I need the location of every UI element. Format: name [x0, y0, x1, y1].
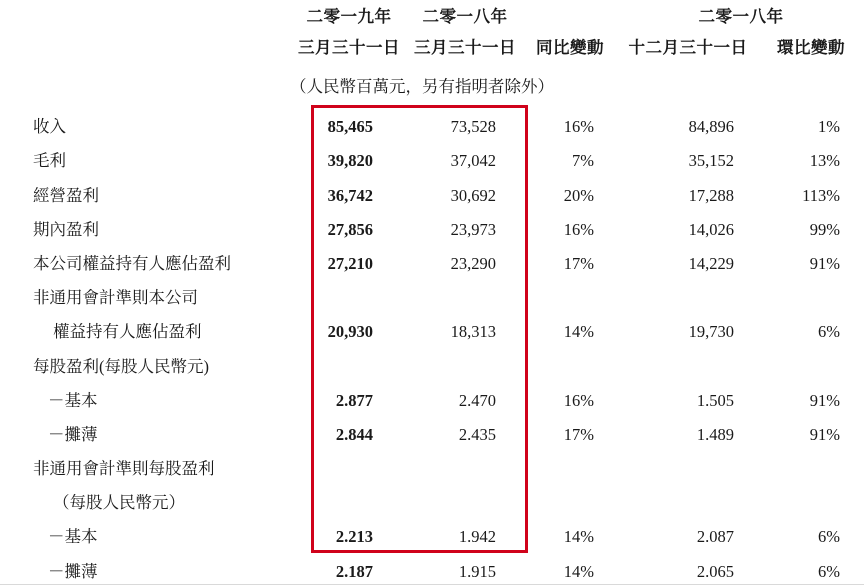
table-row: [0, 308, 864, 342]
row-label: （每股人民幣元）: [53, 493, 185, 513]
cell-current: 20,930: [327, 322, 373, 342]
header-yoy-label: 同比變動: [536, 38, 604, 57]
cell-prior: 1.942: [458, 527, 496, 547]
cell-yoy: [522, 445, 618, 479]
cell-december: [618, 274, 758, 308]
cell-qoq: 91%: [809, 390, 840, 410]
row-label: 毛利: [33, 151, 66, 171]
header-december-year: 二零一八年: [698, 7, 784, 26]
cell-prior: 37,042: [450, 151, 496, 171]
cell-current: [290, 342, 408, 376]
cell-qoq: [758, 342, 864, 376]
table-row: [0, 411, 864, 445]
cell-december: 1.505: [696, 390, 734, 410]
row-label: －基本: [48, 527, 98, 547]
header-current-year: 二零一九年: [306, 7, 392, 26]
cell-current: 85,465: [327, 117, 373, 137]
cell-december: 14,229: [688, 253, 734, 273]
cell-qoq: 91%: [809, 424, 840, 444]
row-label: 本公司權益持有人應佔盈利: [33, 253, 231, 273]
row-label: 非通用會計準則本公司: [33, 288, 198, 308]
cell-current: 2.213: [335, 527, 373, 547]
header-blank-6: [618, 61, 758, 103]
cell-yoy: 7%: [572, 151, 594, 171]
cell-december: 84,896: [688, 117, 734, 137]
cell-yoy: [522, 479, 618, 513]
table-row: [0, 206, 864, 240]
cell-qoq: 6%: [818, 561, 840, 581]
header-row-date: [0, 29, 864, 61]
row-label: 每股盈利(每股人民幣元): [33, 356, 209, 376]
cell-prior: [408, 479, 522, 513]
table-row: [0, 377, 864, 411]
cell-current: 2.877: [335, 390, 373, 410]
header-blank-1: [0, 0, 290, 29]
cell-qoq: [758, 274, 864, 308]
cell-current: 27,210: [327, 253, 373, 273]
header-december-date: 十二月三十一日: [628, 38, 748, 57]
cell-yoy: 16%: [563, 117, 594, 137]
cell-qoq: 99%: [809, 219, 840, 239]
header-row-year: [0, 0, 864, 29]
cell-december: [618, 342, 758, 376]
cell-prior: 18,313: [450, 322, 496, 342]
row-label: 權益持有人應佔盈利: [53, 322, 202, 342]
cell-december: 35,152: [688, 151, 734, 171]
cell-prior: 23,290: [450, 253, 496, 273]
table-row: [0, 240, 864, 274]
header-current-date: 三月三十一日: [298, 38, 400, 57]
cell-qoq: [758, 479, 864, 513]
cell-current: 2.844: [335, 424, 373, 444]
cell-yoy: 14%: [563, 322, 594, 342]
cell-december: [618, 445, 758, 479]
row-label: 非通用會計準則每股盈利: [33, 459, 215, 479]
cell-current: [290, 479, 408, 513]
row-label: －攤薄: [48, 424, 98, 444]
cell-qoq: 91%: [809, 253, 840, 273]
cell-yoy: 14%: [563, 527, 594, 547]
cell-december: 14,026: [688, 219, 734, 239]
cell-december: 1.489: [696, 424, 734, 444]
row-label: 期內盈利: [33, 219, 99, 239]
header-prior-date: 三月三十一日: [414, 38, 516, 57]
row-label: －基本: [48, 390, 98, 410]
cell-current: [290, 445, 408, 479]
cell-prior: [408, 274, 522, 308]
cell-prior: [408, 445, 522, 479]
cell-prior: [408, 342, 522, 376]
cell-qoq: 13%: [809, 151, 840, 171]
row-label: －攤薄: [48, 561, 98, 581]
table-row: [0, 274, 864, 308]
table-row: [0, 513, 864, 547]
cell-december: 2.087: [696, 527, 734, 547]
cell-current: [290, 274, 408, 308]
cell-yoy: 17%: [563, 424, 594, 444]
header-blank-4: [0, 61, 290, 103]
cell-december: 2.065: [696, 561, 734, 581]
header-prior-year: 二零一八年: [422, 7, 508, 26]
cell-yoy: 16%: [563, 219, 594, 239]
table-row: [0, 547, 864, 581]
row-label: 收入: [33, 117, 66, 137]
cell-qoq: 6%: [818, 322, 840, 342]
row-label: 經營盈利: [33, 185, 99, 205]
header-blank-3: [0, 29, 290, 61]
cell-current: 27,856: [327, 219, 373, 239]
cell-prior: 30,692: [450, 185, 496, 205]
cell-qoq: 6%: [818, 527, 840, 547]
cell-december: 17,288: [688, 185, 734, 205]
table-row: [0, 137, 864, 171]
cell-current: 39,820: [327, 151, 373, 171]
cell-current: 2.187: [335, 561, 373, 581]
table-row: [0, 342, 864, 376]
table-body: [0, 103, 864, 582]
cell-december: [618, 479, 758, 513]
units-note: （人民幣百萬元，另有指明者除外）: [290, 77, 554, 96]
cell-yoy: [522, 342, 618, 376]
cell-prior: 1.915: [458, 561, 496, 581]
cell-prior: 2.470: [458, 390, 496, 410]
table-header: [0, 0, 864, 103]
cell-qoq: 113%: [802, 185, 840, 205]
table-row: [0, 445, 864, 479]
cell-qoq: [758, 445, 864, 479]
table-row: [0, 479, 864, 513]
header-qoq-label: 環比變動: [777, 38, 845, 57]
header-blank-2: [522, 0, 618, 29]
cell-december: 19,730: [688, 322, 734, 342]
cell-yoy: [522, 274, 618, 308]
cell-current: 36,742: [327, 185, 373, 205]
header-row-units: [0, 61, 864, 103]
cell-yoy: 17%: [563, 253, 594, 273]
cell-qoq: 1%: [818, 117, 840, 137]
cell-prior: 73,528: [450, 117, 496, 137]
cell-prior: 2.435: [458, 424, 496, 444]
table-row: [0, 103, 864, 137]
cell-yoy: 14%: [563, 561, 594, 581]
header-blank-7: [758, 61, 864, 103]
table-row: [0, 171, 864, 205]
cell-yoy: 20%: [563, 185, 594, 205]
cell-yoy: 16%: [563, 390, 594, 410]
cell-prior: 23,973: [450, 219, 496, 239]
